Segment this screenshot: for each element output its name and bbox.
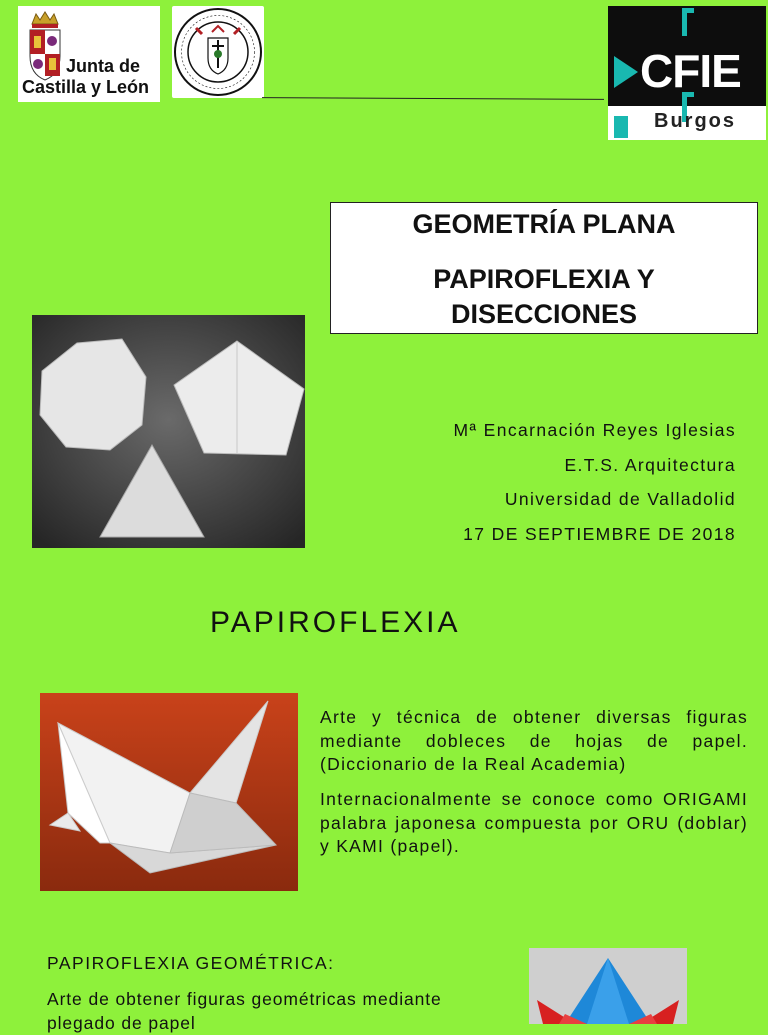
section-title: PAPIROFLEXIA (210, 606, 461, 639)
definition-text-2: Internacionalmente se conoce como ORIGAMI palabra japonesa compuesta por ORU (doblar) y KAMI (papel). (320, 789, 748, 856)
cfie-name: CFIE (640, 45, 741, 97)
jcyl-line1: Junta de (66, 56, 141, 76)
presentation-date: 17 DE SEPTIEMBRE DE 2018 (463, 524, 736, 544)
title-line-1: GEOMETRÍA PLANA (412, 209, 676, 239)
author-school: E.T.S. Arquitectura (564, 455, 736, 475)
subsection-title: PAPIROFLEXIA GEOMÉTRICA: (47, 953, 335, 973)
title-box (330, 202, 758, 334)
definition-text-1: Arte y técnica de obtener diversas figuras mediante dobleces de hojas de papel. (Diccionario de la Real Academia) (320, 707, 748, 774)
title-line-3: DISECCIONES (450, 299, 638, 329)
title-line-2: PAPIROFLEXIA Y (433, 264, 655, 294)
author-name: Mª Encarnación Reyes Iglesias (453, 420, 736, 440)
origami-crane-photo (40, 693, 298, 891)
jcyl-line2: Castilla y León (22, 77, 150, 97)
author-university: Universidad de Valladolid (504, 489, 736, 509)
folded-polygons-photo (32, 315, 305, 548)
university-seal-logo (172, 6, 264, 98)
definition-paragraph-2 (320, 788, 748, 859)
subsection-body: Arte de obtener figuras geométricas mediante plegado de papel (47, 989, 442, 1033)
university-seal-icon (172, 6, 264, 98)
cfie-city: Burgos (654, 110, 736, 132)
definition-paragraph-1 (320, 706, 748, 777)
header-divider (262, 97, 604, 100)
origami-star-photo (529, 948, 687, 1024)
cfie-burgos-logo (608, 6, 766, 134)
title-line-2-3 (331, 262, 757, 332)
junta-castilla-leon-logo (18, 6, 160, 102)
